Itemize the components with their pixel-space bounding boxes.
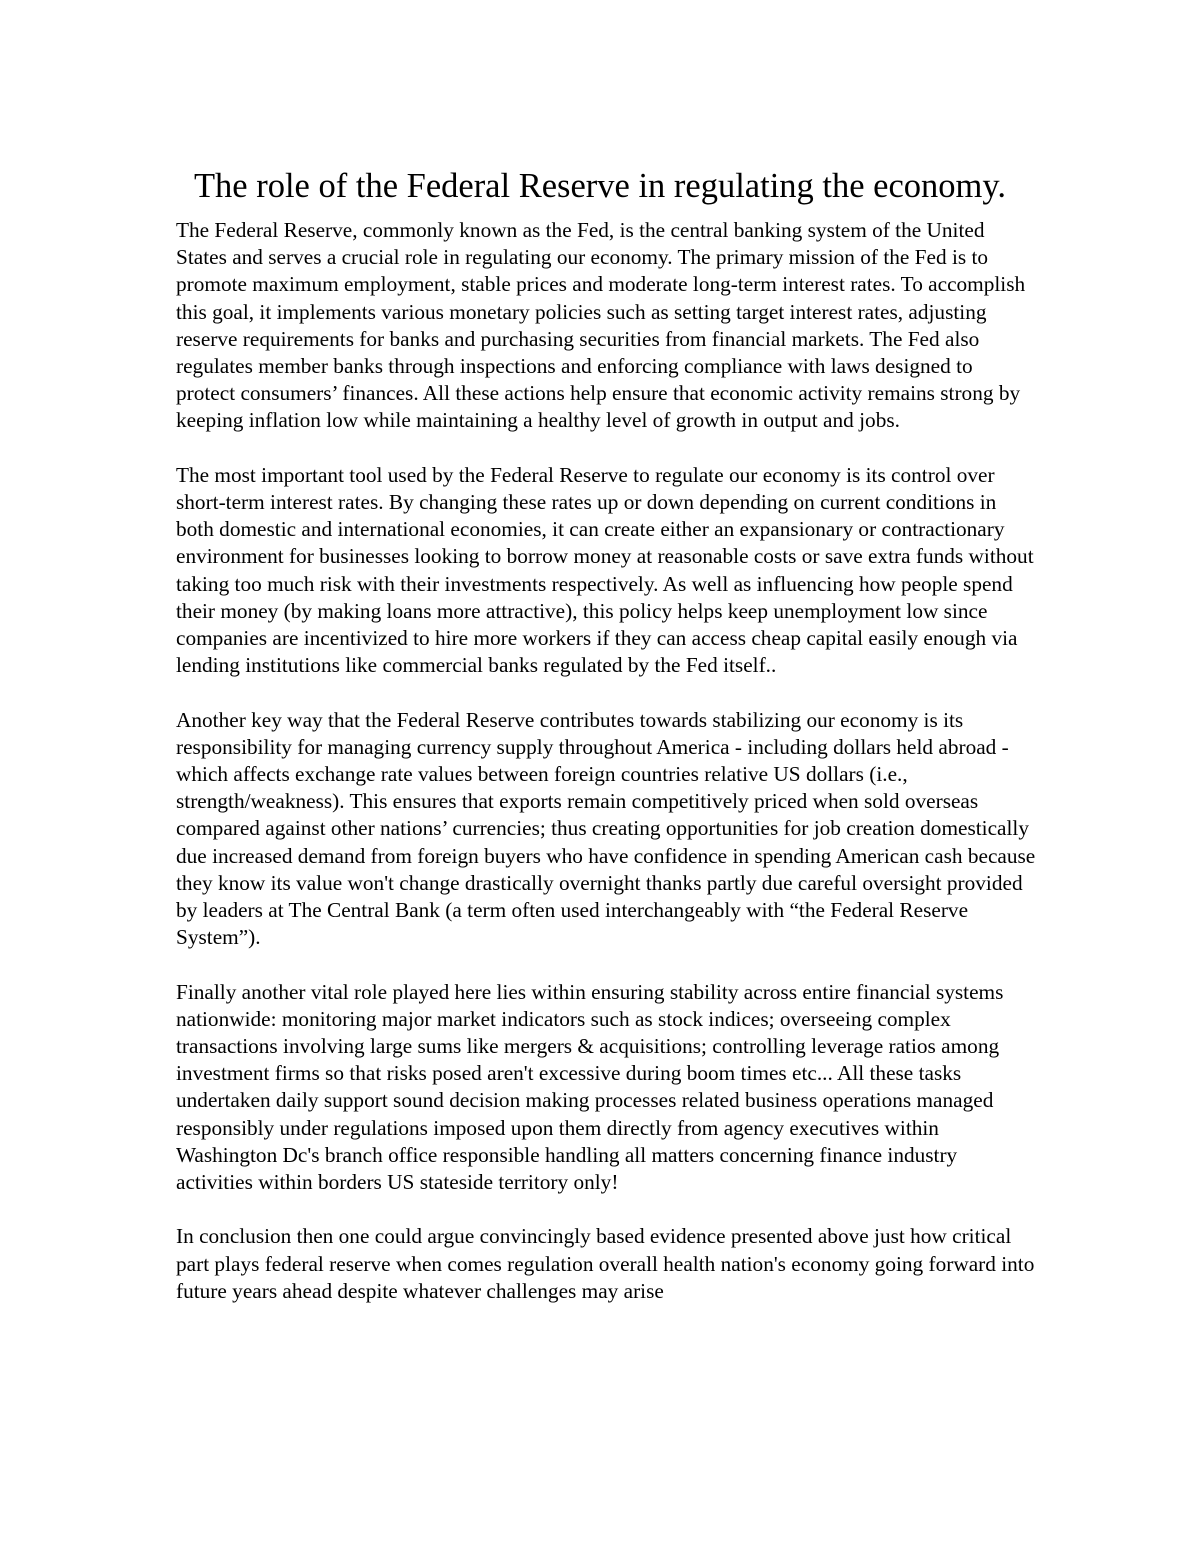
- paragraph-currency-supply: Another key way that the Federal Reserve contributes towards stabilizing our economy is its responsibility for managing currency supply throughout America - including dollars held abroad - which affects exchange rate values between foreign countries relative US dollars (i.e., strength/weakness). This ensures that exports remain competitively priced when sold overseas compared against other nations’ currencies; thus creating opportunities for job creation domestically due increased demand from foreign buyers who have confidence in spending American cash because they know its value won't change drastically overnight thanks partly due careful oversight provided by leaders at The Central Bank (a term often used interchangeably with “the Federal Reserve System”).: [176, 707, 1036, 950]
- document-title: The role of the Federal Reserve in regulating the economy.: [193, 167, 1007, 205]
- paragraph-conclusion: In conclusion then one could argue convincingly based evidence presented above just how critical part plays federal reserve when comes regulation overall health nation's economy going forward into future years ahead despite whatever challenges may arise: [176, 1224, 1035, 1303]
- paragraph-financial-stability: Finally another vital role played here lies within ensuring stability across entire financial systems nationwide: monitoring major market indicators such as stock indices; overseeing complex transactions involving large sums like mergers & acquisitions; controlling leverage ratios among investment firms so that risks posed aren't excessive during boom times etc... All these tasks undertaken daily support sound decision making processes related business operations managed responsibly under regulations imposed upon them directly from agency executives within Washington Dc's branch office responsible handling all matters concerning finance industry activities within borders US stateside territory only!: [176, 979, 1004, 1195]
- paragraph-intro: The Federal Reserve, commonly known as the Fed, is the central banking system of the United States and serves a crucial role in regulating our economy. The primary mission of the Fed is to promote maximum employment, stable prices and moderate long-term interest rates. To accomplish this goal, it implements various monetary policies such as setting target interest rates, adjusting reserve requirements for banks and purchasing securities from financial markets. The Fed also regulates member banks through inspections and enforcing compliance with laws designed to protect consumers’ finances. All these actions help ensure that economic activity remains strong by keeping inflation low while maintaining a healthy level of growth in output and jobs.: [176, 218, 1026, 433]
- paragraph-interest-rates: The most important tool used by the Federal Reserve to regulate our economy is its control over short-term interest rates. By changing these rates up or down depending on current conditions in both domestic and international economies, it can create either an expansionary or contractionary environment for businesses looking to borrow money at reasonable costs or save extra funds without taking too much risk with their investments respectively. As well as influencing how people spend their money (by making loans more attractive), this policy helps keep unemployment low since companies are incentivized to hire more workers if they can access cheap capital easily enough via lending institutions like commercial banks regulated by the Fed itself..: [176, 462, 1034, 678]
- document-body: [176, 217, 1036, 1332]
